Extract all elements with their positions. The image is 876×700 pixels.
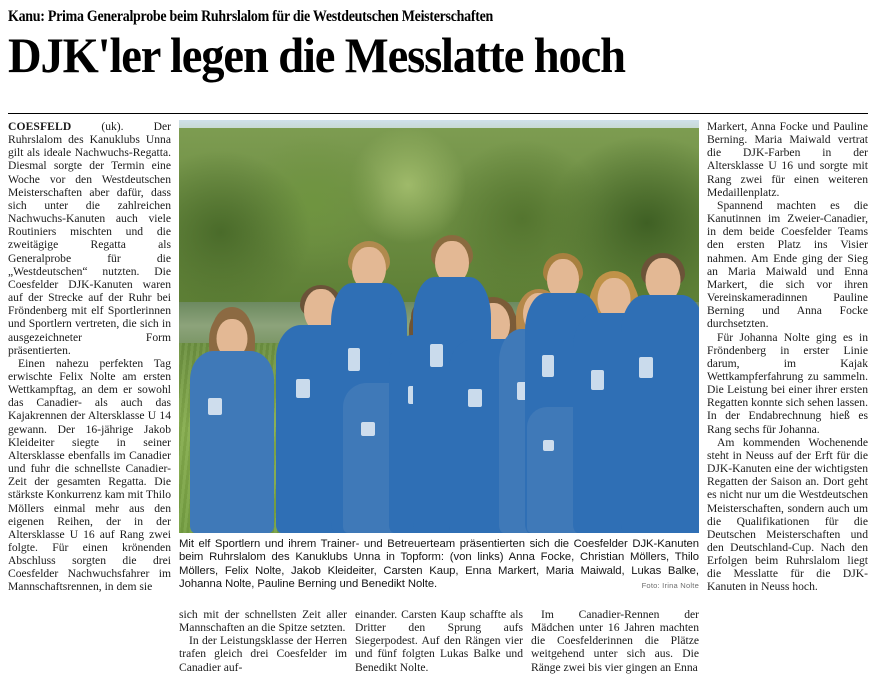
text-column-1 xyxy=(8,120,171,698)
paragraph: sich mit der schnellsten Zeit aller Mannschaften an die Spitze setzten. xyxy=(179,608,347,635)
lead-paragraph xyxy=(8,120,171,357)
paragraph: In der Leistungsklasse der Herren trafen gleich drei Coesfelder im Canadier auf- xyxy=(179,634,347,674)
person-figure xyxy=(189,303,275,533)
photo-caption: Mit elf Sportlern und ihrem Trainer- und Betreuerteam präsentierten sich die Coesfelder DJK-Kanuten beim Ruhrslalom des Kanuklubs Unna in Topform: (von links) Anna Focke, Christian Möllers, Thilo Möllers, Felix Nolte, Jakob Kleideiter, Carsten Kaup, Enna Markert, Maria Maiwald, Lukas Balke, Johanna Nolte, Pauline Berning und Benedikt Nolte. xyxy=(179,538,699,591)
person-torso xyxy=(190,351,274,533)
paragraph: Einen nahezu perfekten Tag erwischte Felix Nolte am ersten Wettkampftag, an dem er sowohl das Canadier- als auch das Kajakrennen der Altersklasse U 14 gewann. Der 16-jährige Jakob Kleideiter siegte in seiner Altersklasse ebenfalls im Canadier und fuhr die schnellste Canadier-Zeit der gesamten Regatta. Die stärkste Konkurrenz kam mit Thilo Möllers einmal mehr aus den eigenen Reihen, der in der Altersklasse U 16 auf Rang zwei folgte. Für einen krönenden Abschluss sorgten die drei Coesfelder Nachwuchsfahrer im Mannschaftsrennen, in dem sie xyxy=(8,356,171,594)
photo-people-group xyxy=(179,120,699,533)
text-column-2 xyxy=(179,608,347,700)
paragraph: Spannend machten es die Kanutinnen im Zweier-Canadier, in dem beide Coesfelder Teams den ersten Platz ins Visier nahmen. Am Ende ging der Sieg an Maria Maiwald und Enna Markert, die sich vor ihren Vereinskameradinnen Pauline Berning und Anna Focke durchsetzten. xyxy=(707,198,868,331)
team-photo xyxy=(179,120,699,533)
paragraph: Im Canadier-Rennen der Mädchen unter 16 Jahren machten die Coesfelderinnen die Plätze weitgehend unter sich aus. Die Ränge zwei bis vier gingen an Enna xyxy=(531,608,699,674)
paragraph: einander. Carsten Kaup schaffte als Dritter den Sprung aufs Siegerpodest. Auf den Rängen vier und fünf folgten Lukas Balke und Benedikt Nolte. xyxy=(355,608,523,674)
article-headline: DJK'ler legen die Messlatte hoch xyxy=(8,26,625,83)
text-column-3 xyxy=(355,608,523,700)
article-kicker: Kanu: Prima Generalprobe beim Ruhrslalom für die Westdeutschen Meisterschaften xyxy=(8,8,493,25)
text-column-4 xyxy=(531,608,699,700)
paragraph: Am kommenden Wochenende steht in Neuss auf der Erft für die DJK-Kanuten eine der wichtigsten Regatten der Saison an. Dort geht es nicht nur um die Westdeutschen Meisterschaften, sondern auch um die Qualifikationen für die Deutschen Meisterschaften und den Deutschland-Cup. Nach den Erfolgen beim Ruhrslalom liegt die Messlatte für die DJK-Kanuten in Neuss hoch. xyxy=(707,435,868,594)
photo-block xyxy=(179,120,699,590)
article-body xyxy=(8,120,868,700)
text-column-5 xyxy=(707,120,868,698)
headline-divider xyxy=(8,113,868,114)
paragraph: Markert, Anna Focke und Pauline Berning. Maria Maiwald vertrat die DJK-Farben in der Altersklasse U 16 und sorgte mit Rang zwei für einen weiteren Medaillenplatz. xyxy=(707,120,868,199)
photo-caption-block xyxy=(179,533,699,590)
paragraph: Für Johanna Nolte ging es in Fröndenberg in erster Linie darum, im Kajak Wettkampferfahrung zu sammeln. Die Leistung bei einer ihrer ersten Regatten konnte sich sehen lassen. In der Endabrechnung hieß es Rang sechs für Johanna. xyxy=(707,330,868,436)
lead-paragraph-text: (uk). Der Ruhrslalom des Kanuklubs Unna gilt als ideale Nachwuchs-Regatta. Diesmal sorgte der Termin eine Woche vor den Westdeutschen Meisterschaften aber dafür, dass sich unter die zahlreichen Nachwuchs-Kanuten auch viele Routiniers mischten und die zweitägige Regatta als Generalprobe für die „Westdeutschen“ nutzten. Die Coesfelder DJK-Kanuten waren auf der Strecke auf der Ruhr bei Fröndenberg mit elf Sportlerinnen und Sportlern vertreten, die sich in ausgezeichneter Form präsentierten. xyxy=(8,120,171,357)
photo-credit: Foto: Irina Nolte xyxy=(641,580,699,590)
person-torso xyxy=(621,295,699,533)
dateline: COESFELD xyxy=(8,120,72,133)
